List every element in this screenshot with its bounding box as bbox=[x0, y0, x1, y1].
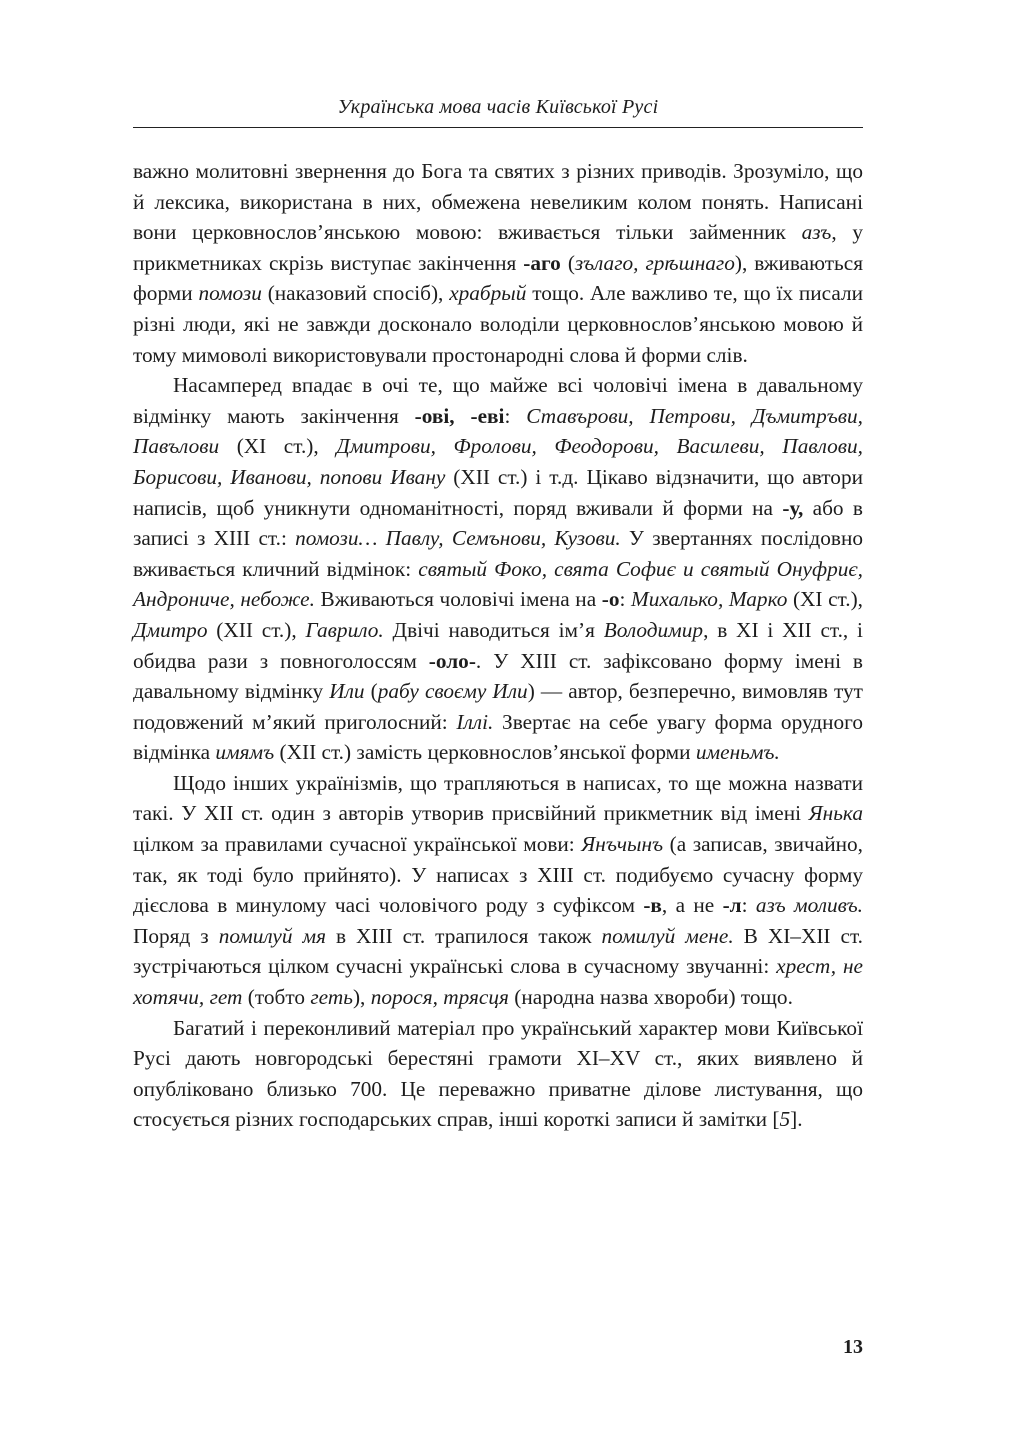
text-run: Щодо інших українізмів, що трапляються в написах, то ще можна назвати такі. У XII ст. один з авторів утворив присвійний прикметник від імені bbox=[133, 770, 863, 826]
page-number: 13 bbox=[843, 1336, 863, 1358]
text-run: ) — автор, безперечно, вимовляв тут подовжений м’який приголосний: bbox=[133, 679, 863, 734]
italic-example: Іллі. bbox=[456, 709, 494, 734]
text-run: або в записі з XIII ст.: bbox=[133, 495, 863, 551]
text-run: ), вживаються форми bbox=[133, 250, 863, 306]
text-run: Звертає на себе увагу форма орудного відмінка bbox=[133, 709, 863, 765]
text-run: (тобто bbox=[242, 985, 311, 1010]
paragraph-4 bbox=[133, 1013, 863, 1135]
italic-example: именьмъ. bbox=[695, 740, 780, 765]
italic-example: хрест, не хотячи, гет bbox=[133, 954, 863, 1010]
text-run: цілком за правилами сучасної української мови: bbox=[133, 832, 582, 857]
text-run: (а записав, звичайно, так, як тоді було прийнято). У написах з XIII ст. подибуємо сучасну форму дієслова в минулому часі чоловічого роду з суфіксом bbox=[133, 832, 863, 918]
text-run: : bbox=[504, 403, 527, 428]
text-run: Вживаються чоловічі імена на bbox=[314, 587, 602, 612]
italic-example: храбрый bbox=[449, 281, 527, 306]
text-run: в XIII ст. трапилося також bbox=[326, 923, 602, 948]
italic-example: помози bbox=[198, 281, 262, 306]
text-run: (народна назва хвороби) тощо. bbox=[508, 985, 793, 1010]
italic-example: помилуй мя bbox=[218, 923, 326, 948]
text-run: ( bbox=[560, 250, 575, 275]
header-rule bbox=[133, 127, 863, 128]
italic-example: азъ bbox=[801, 220, 832, 245]
running-head-title: Українська мова часів Київської Русі bbox=[337, 96, 659, 118]
italic-example: Или bbox=[329, 679, 365, 704]
text-run: Багатий і переконливий матеріал про український характер мови Київської Русі дають новгородські берестяні грамоти XI–XV ст., яких виявлено й опубліковано близько 700. Це переважно приватне ділове листування, що стосується різних господарських справ, інші короткі записи й замітки [ bbox=[133, 1015, 863, 1132]
body-text bbox=[133, 156, 863, 1135]
text-run: (наказовий спосіб), bbox=[261, 281, 450, 306]
text-run: : bbox=[741, 893, 756, 918]
text-run: (XI ст.), bbox=[787, 587, 863, 612]
text-run: тощо. Але важливо те, що їх писали різні люди, які не завжди досконало володіли церковнослов’янською мовою й тому мимоволі використовували простонародні слова й форми слів. bbox=[133, 281, 863, 367]
italic-example: Михалько, Марко bbox=[630, 587, 788, 612]
text-run: Двічі наводиться ім’я bbox=[383, 617, 604, 642]
text-run: : bbox=[619, 587, 631, 612]
text-run: ( bbox=[364, 679, 378, 704]
italic-example: Янъчынъ bbox=[581, 832, 664, 857]
bold-morpheme: -аго bbox=[523, 250, 561, 275]
text-run: , а не bbox=[661, 893, 723, 918]
paragraph-2 bbox=[133, 370, 863, 768]
italic-example: геть bbox=[310, 985, 353, 1010]
text-run: (XII ст.) і т.д. Цікаво відзначити, що автори написів, щоб уникнути одноманітності, поряд вживали й форми на bbox=[133, 464, 863, 520]
text-run: . У XIII ст. зафіксовано форму імені в давальному відмінку bbox=[133, 648, 863, 704]
text-run: (XII ст.) замість церковнослов’янської форми bbox=[274, 740, 696, 765]
text-run: ), bbox=[352, 985, 371, 1010]
italic-example: Дмитро bbox=[133, 617, 208, 642]
paragraph-3 bbox=[133, 768, 863, 1013]
bold-morpheme: -ові, -еві bbox=[414, 403, 505, 428]
text-run: (XI ст.), bbox=[219, 434, 337, 459]
italic-example: Янька bbox=[808, 801, 863, 826]
italic-example: Володимир bbox=[603, 617, 704, 642]
italic-example: порося, трясця bbox=[370, 985, 509, 1010]
text-run: , в XI і XII ст., і обидва рази з повноголоссям bbox=[133, 617, 863, 673]
text-run: Поряд з bbox=[133, 923, 219, 948]
text-run: (XII ст.), bbox=[207, 617, 306, 642]
text-run: важно молитовні звернення до Бога та святих з різних приводів. Зрозуміло, що й лексика, використана в них, обмежена невеликим колом понять. Написані вони церковнослов’янською мовою: вживається тільки займенник bbox=[133, 159, 863, 245]
bold-morpheme: -л bbox=[722, 893, 742, 918]
italic-example: рабу своєму Или bbox=[377, 679, 528, 704]
italic-example: Гаврило. bbox=[305, 617, 384, 642]
italic-example: Ставърови, Петрови, Дъмитръви, Павълови bbox=[133, 403, 863, 459]
bold-morpheme: -о bbox=[601, 587, 620, 612]
bold-morpheme: -оло- bbox=[428, 648, 476, 673]
text-run: У звертаннях послідовно вживається кличний відмінок: bbox=[133, 526, 864, 581]
italic-example: азъ моливъ. bbox=[755, 893, 863, 918]
italic-example: зълаго, грѣшнаго bbox=[574, 250, 735, 275]
paragraph-1 bbox=[133, 156, 863, 370]
italic-example: святый Фоко, свята Софиє и святый Онуфриє, Андрониче, небоже. bbox=[133, 556, 863, 612]
text-run: Насамперед впадає в очі те, що майже всі чоловічі імена в давальному відмінку мають закінчення bbox=[133, 373, 863, 428]
text-run: ]. bbox=[790, 1107, 803, 1132]
italic-example: 5 bbox=[779, 1107, 791, 1132]
italic-example: имямъ bbox=[215, 740, 275, 765]
text-run: В XI–XII ст. зустрічаються цілком сучасні українські слова в сучасному звучанні: bbox=[133, 923, 863, 979]
italic-example: помози… Павлу, Семънови, Кузови. bbox=[295, 526, 621, 551]
italic-example: помилуй мене. bbox=[601, 923, 734, 948]
bold-morpheme: -в bbox=[643, 893, 662, 918]
bold-morpheme: -у, bbox=[782, 495, 804, 520]
italic-example: Дмитрови, Фролови, Феодорови, Василеви, Павлови, Борисови, Иванови, попови Ивану bbox=[133, 434, 863, 489]
text-run: , у прикметниках скрізь виступає закінчення bbox=[133, 220, 864, 275]
